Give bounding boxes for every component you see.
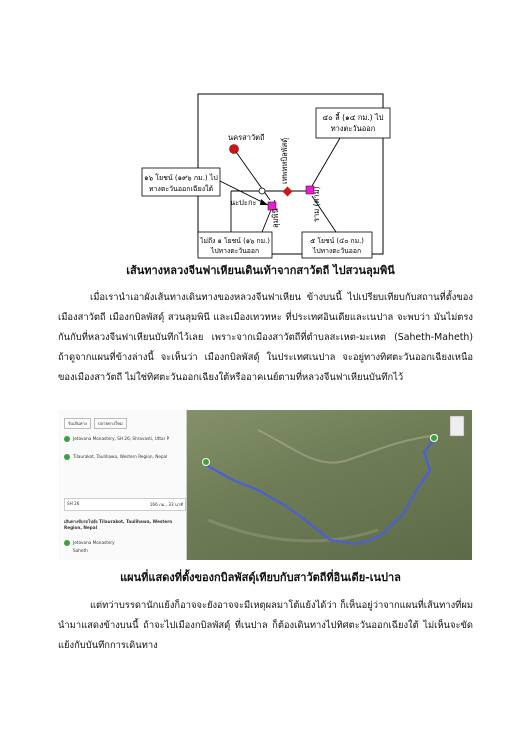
label-ram: ราม (คาม): [312, 186, 321, 222]
lumbini-marker: [259, 188, 265, 194]
caption-map: แผนที่แสดงที่ตั้งของกบิลพัสดุ์เทียบกับสาวัตถีที่อินเดีย-เนปาล: [120, 571, 401, 584]
paragraph-2: แต่ทว่าบรรดานักแย้งก็อาจจะยังอาจจะมีเหตุผลมาโต้แย้งได้ว่า ก็เห็นอยู่ว่าจากแผนที่เส้นทางที่ผมนำมาแสดงข้างบนนี้ ถ้าจะไปเมืองกบิลพัสดุ์ ที่เนปาล ก็ต้องเดินทางไปทิศตะวันออกเฉียงใต้ ไม่เห็นจะขัดแย้งกับบันทึกการเดินทาง: [58, 600, 473, 651]
map-start: Jetavana Monastery: [73, 540, 115, 545]
label-bottom-left: ไม่ถึง ๑ โยชน์ (๑๖ กม.): [200, 237, 270, 245]
map-zoom-control: [450, 416, 464, 436]
origin-pin-icon: [64, 436, 70, 442]
map-distance: 166 กม., 33 นาที: [149, 502, 183, 507]
label-lumbini: ลุมพินี: [271, 208, 280, 228]
label-nakhon: นครสาวัตถี: [228, 133, 265, 142]
label-bottom-left-2: ไปทางตะวันออก: [210, 247, 260, 255]
map-tab-new-destination[interactable]: ปลายทางใหม่: [94, 418, 127, 429]
start-pin-icon: [64, 540, 70, 546]
nakhon-savatthi-marker: [230, 145, 239, 154]
label-top-right-2: ทางตะวันออก: [330, 124, 376, 133]
paragraph-1: เมื่อเรานำเอาผังเส้นทางเดินทางของหลวงจีนฟาเหียน ข้างบนนี้ ไปเปรียบเทียบกับสถานที่ตั้งของเมืองสาวัตถี เมืองกบิลพัสดุ์ สวนลุมพินี และเมืองเทวทหะ ที่ประเทศอินเดียและเนปาล จะพบว่า มันไม่ตรงกันกับที่หลวงจีนฟาเหียนบันทึกไว้เลย เพราะจากเมืองสาวัตถีที่ตำบลสะเหต-มะเหต (Saheth-Maheth) ถ้าดูจากแผนที่ข้างล่างนี้ จะเห็นว่า เมืองกบิลพัสดุ์ ในประเทศเนปาล จะอยู่ทางทิศตะวันออกเฉียงเหนือ ของเมืองสาวัตถี ไม่ใช่ทิศตะวันออกเฉียงใต้หรืออาคเนย์ตามที่หลวงจีนฟาเหียนบันทึกไว้: [58, 292, 473, 383]
route-diagram: [0, 0, 521, 260]
map-screenshot: [58, 410, 472, 560]
destination-pin-icon: [64, 454, 70, 460]
label-bottom-right: ๕ โยชน์ (๔๐ กม.): [310, 237, 364, 245]
line-top-right: [312, 138, 340, 186]
label-left-mid-2: ทางตะวันออกเฉียงใต้: [148, 185, 214, 193]
map-route-text: เส้นทางขับรถไปยัง Tilaurakot, Taulihawa, Western Region, Nepal: [64, 519, 173, 530]
map-start-sub: Saheth: [73, 548, 88, 553]
label-left-mid: ๑๖ โยชน์ (๑๙๖ กม.) ไป: [144, 174, 218, 182]
map-pin-start: [203, 459, 210, 466]
arrow-head-left: [260, 199, 268, 205]
map-road: SH 26: [67, 501, 80, 506]
label-kapila: เทพทหบิลพัสดุ์: [280, 137, 289, 184]
caption-route: เส้นทางหลวงจีนฟาเหียนเดินเท้าจากสาวัตถี ไปสวนลุมพินี: [126, 264, 395, 277]
map-destination[interactable]: Tilaurakot, Taulihawa, Western Region, Nepal: [73, 454, 168, 459]
map-tab-directions[interactable]: รับเส้นทาง: [64, 418, 91, 429]
label-bottom-right-2: ไปทางตะวันออก: [312, 247, 362, 255]
map-directions-panel: [58, 410, 187, 560]
map-origin[interactable]: Jetavana Monastery, SH 26, Shravasti, Uttar P: [73, 436, 170, 441]
label-napakot: นะปะกะ: [230, 198, 257, 207]
diamond-marker: [283, 187, 293, 197]
label-top-right: ๔๐ ลี้ (๑๔ กม.) ไป: [322, 113, 384, 122]
map-pin-end: [431, 435, 438, 442]
